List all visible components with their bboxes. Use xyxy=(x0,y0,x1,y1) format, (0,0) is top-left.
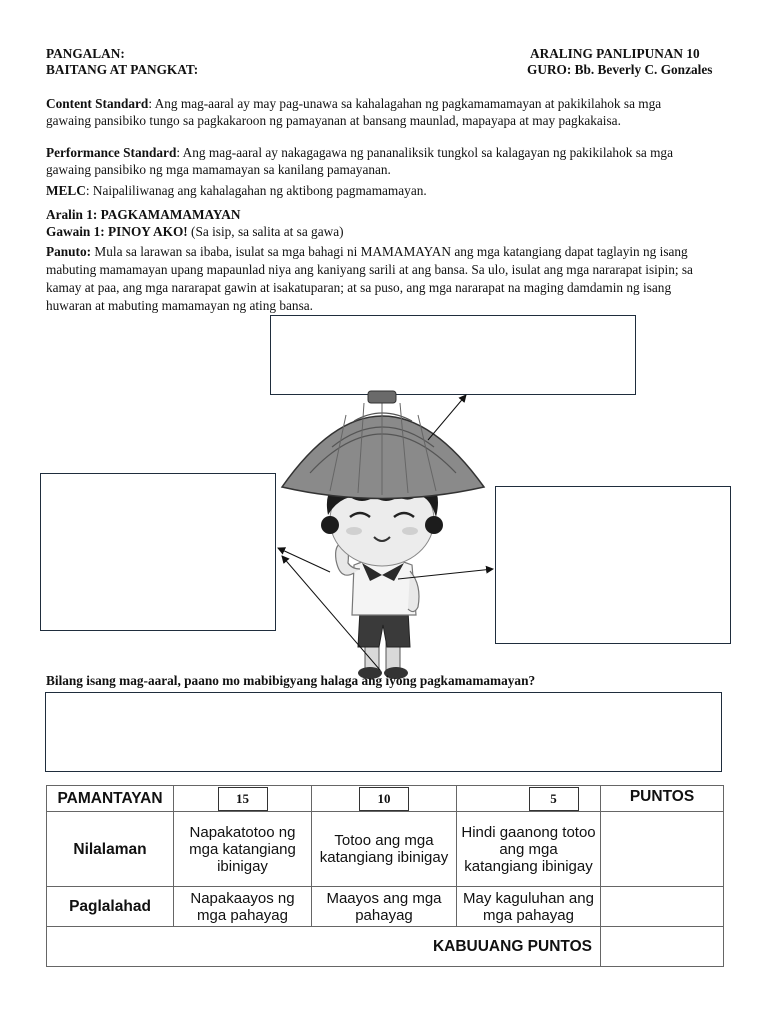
grade-section-label: BAITANG AT PANGKAT: xyxy=(46,62,199,77)
panuto-line-4: huwaran at mabuting mamamayan ng ating bansa. xyxy=(46,298,313,313)
criterion-nilalaman: Nilalaman xyxy=(47,812,174,887)
rubric-cell: May kaguluhan ang mga pahayag xyxy=(457,887,601,927)
panuto-label: Panuto: xyxy=(46,244,92,259)
reflection-answer-box[interactable] xyxy=(45,692,722,772)
points-input-paglalahad[interactable] xyxy=(601,887,724,927)
points-input-nilalaman[interactable] xyxy=(601,812,724,887)
content-standard-label: Content Standard xyxy=(46,96,149,111)
table-row xyxy=(47,887,724,927)
rubric-cell: Hindi gaanong totoo ang mga katangiang ibinigay xyxy=(457,812,601,887)
score-5: 5 xyxy=(529,787,579,811)
content-standard-text-1: : Ang mag-aaral ay may pag-unawa sa kahalagahan ng pagkamamamayan at pakikilahok sa mga xyxy=(148,96,662,111)
performance-standard-text-2: gawaing pansibiko ng mga mamamayan sa kanilang pamayanan. xyxy=(46,162,391,177)
arrow-to-heart xyxy=(398,569,493,579)
content-standard-text-2: gawaing pansibiko tungo sa pagkakaroon ng pamayanan at bansang maunlad, mapayapa at may pagkakaisa. xyxy=(46,113,621,128)
rubric-cell: Napakatotoo ng mga katangiang ibinigay xyxy=(174,812,312,887)
rubric-cell: Totoo ang mga katangiang ibinigay xyxy=(312,812,457,887)
aralin-title: Aralin 1: PAGKAMAMAMAYAN xyxy=(46,207,241,222)
rubric-cell: Napakaayos ng mga pahayag xyxy=(174,887,312,927)
score-15: 15 xyxy=(218,787,268,811)
panuto-line-3: kamay at paa, ang mga nararapat gawin at isakatuparan; at sa puso, ang mga nararapat na maging damdamin ng isang xyxy=(46,280,672,295)
total-label: KABUUANG PUNTOS xyxy=(47,927,601,967)
panuto-line-2: mabuting mamamayan upang mapaunlad niya ang kaniyang sarili at ang bansa. Sa ulo, isulat ang mga nararapat isipin; sa xyxy=(46,262,693,277)
arrow-to-foot xyxy=(282,556,380,670)
puntos-header: PUNTOS xyxy=(601,786,724,812)
melc-text: : Naipaliliwanag ang kahalagahan ng aktibong pagmamamayan. xyxy=(85,183,427,198)
subject-title: ARALING PANLIPUNAN 10 xyxy=(530,46,700,61)
performance-standard-label: Performance Standard xyxy=(46,145,177,160)
score-col-15 xyxy=(174,786,312,812)
rubric-cell: Maayos ang mga pahayag xyxy=(312,887,457,927)
panuto-text-1: Mula sa larawan sa ibaba, isulat sa mga bahagi ni MAMAMAYAN ang mga katangiang dapat taglayin ng isang xyxy=(91,244,688,259)
score-col-5 xyxy=(457,786,601,812)
total-row xyxy=(47,927,724,967)
rubric-header-row xyxy=(47,786,724,812)
melc-label: MELC xyxy=(46,183,86,198)
table-row xyxy=(47,812,724,887)
reflection-question: Bilang isang mag-aaral, paano mo mabibigyang halaga ang iyong pagkamamamayan? xyxy=(46,673,536,688)
pamantayan-header: PAMANTAYAN xyxy=(47,786,174,812)
performance-standard-text-1: : Ang mag-aaral ay nakagagawa ng pananaliksik tungkol sa kalagayan ng pakikilahok sa mga xyxy=(176,145,673,160)
total-points-input[interactable] xyxy=(601,927,724,967)
score-col-10 xyxy=(312,786,457,812)
criterion-paglalahad: Paglalahad xyxy=(47,887,174,927)
name-label: PANGALAN: xyxy=(46,46,125,61)
gawain-label: Gawain 1: PINOY AKO! xyxy=(46,224,188,239)
rubric-table xyxy=(46,785,724,967)
score-10: 10 xyxy=(359,787,409,811)
teacher-name: GURO: Bb. Beverly C. Gonzales xyxy=(527,62,713,77)
arrow-to-head xyxy=(428,395,466,440)
gawain-note: (Sa isip, sa salita at sa gawa) xyxy=(187,224,344,239)
